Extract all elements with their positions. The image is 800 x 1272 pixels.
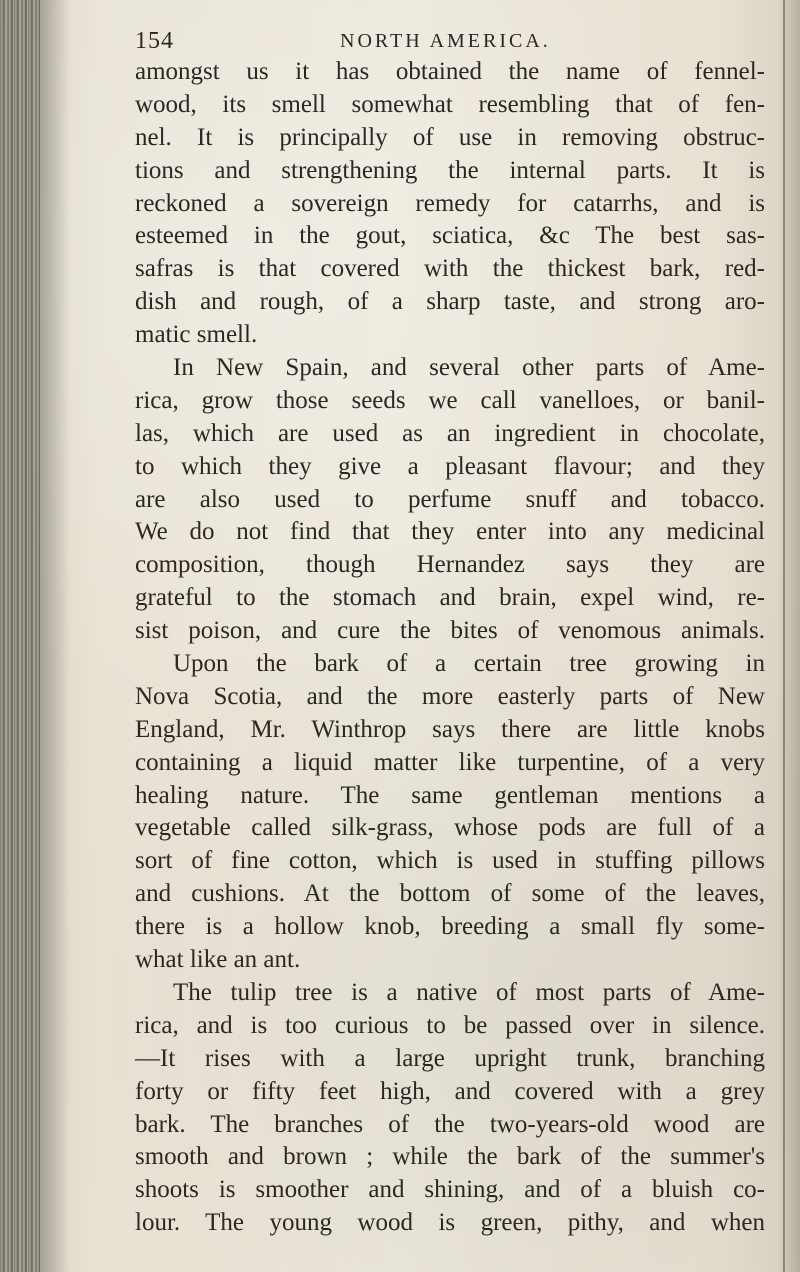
text-line: rica, and is too curious to be passed over in silence. xyxy=(135,1011,765,1039)
text-line: —It rises with a large upright trunk, branching xyxy=(135,1044,765,1072)
body-text xyxy=(135,56,765,1240)
text-line: esteemed in the gout, sciatica, &c The best sas- xyxy=(135,222,765,250)
text-line: containing a liquid matter like turpentine, of a very xyxy=(135,748,765,776)
text-line: and cushions. At the bottom of some of the leaves, xyxy=(135,880,765,908)
text-line: to which they give a pleasant flavour; and they xyxy=(135,452,765,480)
text-line: forty or fifty feet high, and covered with a grey xyxy=(135,1077,765,1105)
page-number: 154 xyxy=(135,28,174,54)
text-line: what like an ant. xyxy=(135,946,301,974)
binding-shadow xyxy=(40,0,70,1272)
text-line: We do not find that they enter into any medicinal xyxy=(135,518,765,546)
text-line: shoots is smoother and shining, and of a bluish co- xyxy=(135,1176,765,1204)
text-line: lour. The young wood is green, pithy, and when xyxy=(135,1209,765,1237)
text-line: Upon the bark of a certain tree growing in xyxy=(173,650,765,678)
page-binding-edge xyxy=(0,0,40,1272)
text-line: In New Spain, and several other parts of Ame- xyxy=(173,354,765,382)
text-line: smooth and brown ; while the bark of the summer's xyxy=(135,1143,765,1171)
text-line: sort of fine cotton, which is used in stuffing pillows xyxy=(135,847,765,875)
text-line: reckoned a sovereign remedy for catarrhs, and is xyxy=(135,189,765,217)
text-line: there is a hollow knob, breeding a small fly some- xyxy=(135,913,765,941)
text-line: England, Mr. Winthrop says there are little knobs xyxy=(135,715,765,743)
text-line: are also used to perfume snuff and tobacco. xyxy=(135,485,765,513)
running-head: NORTH AMERICA. xyxy=(340,30,551,52)
text-line: wood, its smell somewhat resembling that of fen- xyxy=(135,90,765,118)
text-line: vegetable called silk-grass, whose pods are full of a xyxy=(135,814,765,842)
text-line: safras is that covered with the thickest bark, red- xyxy=(135,255,765,283)
text-line: healing nature. The same gentleman mentions a xyxy=(135,781,765,809)
text-line: dish and rough, of a sharp taste, and strong aro- xyxy=(135,288,765,316)
text-line: tions and strengthening the internal parts. It is xyxy=(135,156,765,184)
text-line: matic smell. xyxy=(135,321,258,349)
text-line: composition, though Hernandez says they are xyxy=(135,551,765,579)
text-line: nel. It is principally of use in removing obstruc- xyxy=(135,123,765,151)
text-line: The tulip tree is a native of most parts of Ame- xyxy=(173,978,765,1006)
text-line: sist poison, and cure the bites of venomous animals. xyxy=(135,617,765,645)
text-line: bark. The branches of the two-years-old wood are xyxy=(135,1110,765,1138)
text-line: grateful to the stomach and brain, expel wind, re- xyxy=(135,584,765,612)
text-line: amongst us it has obtained the name of fennel- xyxy=(135,58,765,85)
text-line: rica, grow those seeds we call vanelloes, or banil- xyxy=(135,386,765,414)
text-line: Nova Scotia, and the more easterly parts of New xyxy=(135,682,765,710)
text-line: las, which are used as an ingredient in chocolate, xyxy=(135,419,765,447)
page-right-shadow xyxy=(778,0,800,1272)
